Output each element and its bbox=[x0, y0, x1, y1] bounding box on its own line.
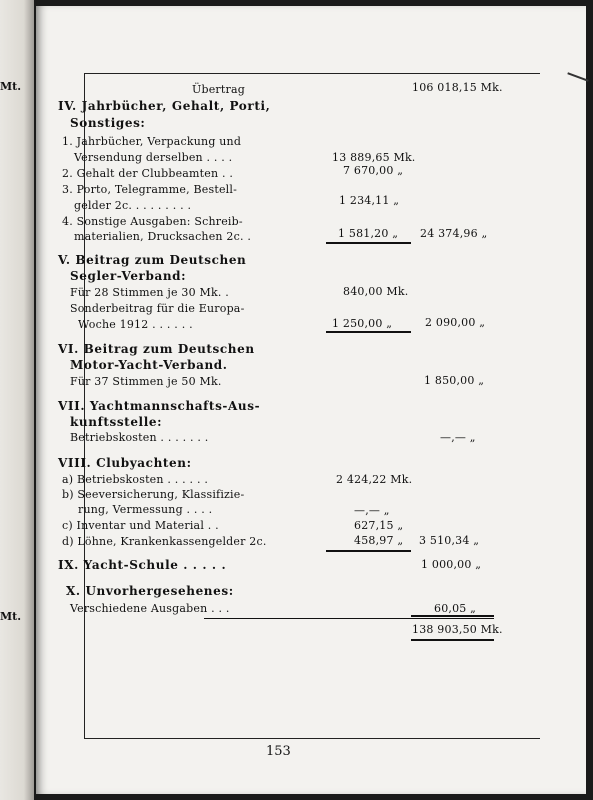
section-total: 60,05 „ bbox=[434, 602, 477, 615]
line-item: c) Inventar und Material . . bbox=[62, 519, 219, 532]
line-amount: 458,97 „ bbox=[354, 534, 404, 547]
line-amount: 13 889,65 Mk. bbox=[332, 151, 416, 164]
frame-line bbox=[84, 738, 540, 739]
line-item: Verschiedene Ausgaben . . . bbox=[70, 602, 230, 615]
line-item: 1. Jahrbücher, Verpackung und bbox=[62, 135, 242, 148]
line-item: materialien, Drucksachen 2c. . bbox=[74, 230, 252, 243]
section-total: 1 850,00 „ bbox=[424, 374, 485, 387]
line-item: b) Seeversicherung, Klassifizie- bbox=[62, 488, 245, 501]
carry-over-total: 106 018,15 Mk. bbox=[412, 81, 503, 94]
grand-total: 138 903,50 Mk. bbox=[412, 623, 503, 636]
line-item: 3. Porto, Telegramme, Bestell- bbox=[62, 183, 238, 196]
section-iv-title: IV. Jahrbücher, Gehalt, Porti, bbox=[58, 99, 271, 113]
section-total: 3 510,34 „ bbox=[419, 534, 480, 547]
section-v-title: Segler-Verband: bbox=[70, 269, 187, 283]
line-amount: 7 670,00 „ bbox=[343, 164, 404, 177]
line-item: Für 37 Stimmen je 50 Mk. bbox=[70, 375, 222, 388]
total-rule bbox=[411, 639, 494, 641]
line-amount: 1 250,00 „ bbox=[332, 317, 393, 330]
line-item: Woche 1912 . . . . . . bbox=[78, 318, 193, 331]
line-item: Sonderbeitrag für die Europa- bbox=[70, 302, 245, 315]
carry-over-label: Übertrag bbox=[192, 83, 245, 96]
line-item: Versendung derselben . . . . bbox=[74, 151, 233, 164]
line-amount: 627,15 „ bbox=[354, 519, 404, 532]
section-vii-title: kunftsstelle: bbox=[70, 415, 163, 429]
sum-rule bbox=[326, 550, 411, 552]
total-rule bbox=[411, 615, 494, 617]
section-vi-title: Motor-Yacht-Verband. bbox=[70, 358, 228, 372]
section-vii-title: VII. Yachtmannschafts-Aus- bbox=[58, 399, 261, 413]
line-amount: 1 581,20 „ bbox=[338, 227, 399, 240]
line-item: rung, Vermessung . . . . bbox=[78, 503, 213, 516]
section-vi-title: VI. Beitrag zum Deutschen bbox=[58, 342, 255, 356]
frame-line bbox=[84, 73, 540, 74]
pen-mark bbox=[567, 72, 588, 81]
line-item: d) Löhne, Krankenkassengelder 2c. bbox=[62, 535, 267, 548]
line-item: Für 28 Stimmen je 30 Mk. . bbox=[70, 286, 229, 299]
sum-rule bbox=[326, 331, 411, 333]
section-total: —,— „ bbox=[440, 431, 476, 444]
section-total: 2 090,00 „ bbox=[425, 316, 486, 329]
sum-rule bbox=[326, 242, 411, 244]
left-page-fragment: Mt. bbox=[0, 80, 22, 93]
line-item: Betriebskosten . . . . . . . bbox=[70, 431, 209, 444]
section-v-title: V. Beitrag zum Deutschen bbox=[58, 253, 247, 267]
line-item: gelder 2c. . . . . . . . . bbox=[74, 199, 192, 212]
section-iv-title: Sonstiges: bbox=[70, 116, 146, 130]
section-viii-title: VIII. Clubyachten: bbox=[58, 456, 192, 470]
line-amount: 1 234,11 „ bbox=[339, 194, 400, 207]
line-amount: —,— „ bbox=[354, 504, 390, 517]
left-page-fragment: Mt. bbox=[0, 610, 22, 623]
line-item: a) Betriebskosten . . . . . . bbox=[62, 473, 209, 486]
section-total: 24 374,96 „ bbox=[420, 227, 488, 240]
book-page bbox=[36, 6, 586, 794]
section-total: 1 000,00 „ bbox=[421, 558, 482, 571]
section-ix-title: IX. Yacht-Schule . . . . . bbox=[58, 558, 227, 572]
line-amount: 840,00 Mk. bbox=[343, 285, 409, 298]
line-item: 4. Sonstige Ausgaben: Schreib- bbox=[62, 215, 243, 228]
section-x-title: X. Unvorhergesehenes: bbox=[66, 584, 234, 598]
line-item: 2. Gehalt der Clubbeamten . . bbox=[62, 167, 234, 180]
total-rule bbox=[204, 618, 494, 619]
left-page-edge bbox=[0, 0, 34, 800]
page-number: 153 bbox=[266, 744, 291, 759]
line-amount: 2 424,22 Mk. bbox=[336, 473, 413, 486]
